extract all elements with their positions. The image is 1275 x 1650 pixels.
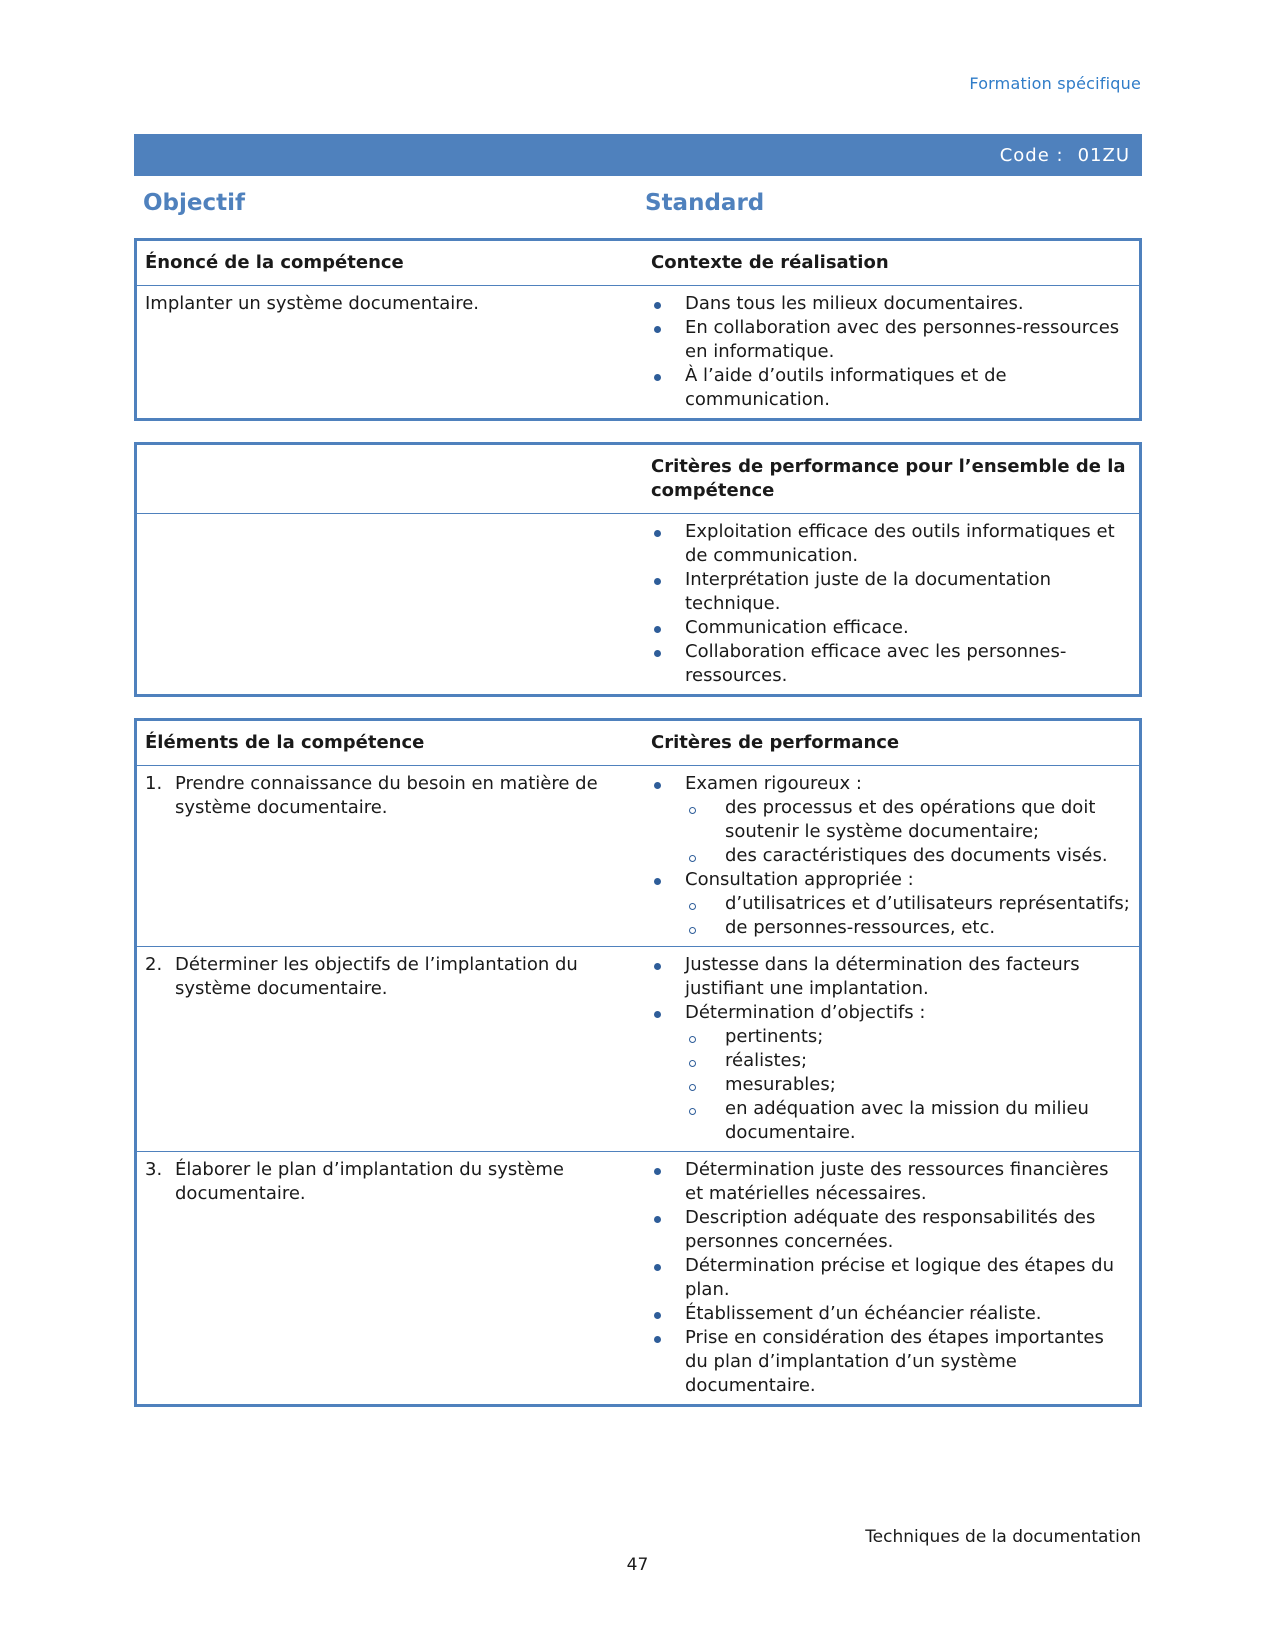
circle-bullet-icon: [689, 903, 696, 910]
sub-item: réalistes;: [685, 1049, 1131, 1073]
element-text: Prendre connaissance du besoin en matière de système documentaire.: [175, 773, 598, 818]
sub-item: pertinents;: [685, 1025, 1131, 1049]
bullet-icon: [654, 530, 661, 537]
section-label: Formation spécifique: [969, 74, 1141, 93]
list-item: En collaboration avec des personnes-ressources en informatique.: [651, 316, 1131, 364]
context-header: Contexte de réalisation: [643, 240, 1141, 286]
list-item: Exploitation efficace des outils informatiques et de communication.: [651, 520, 1131, 568]
bullet-icon: [654, 1264, 661, 1271]
program-name: Techniques de la documentation: [865, 1527, 1141, 1547]
list-item: Examen rigoureux : des processus et des opérations que doit soutenir le système documentaire; des caractéristiques des documents visés.: [651, 772, 1131, 868]
bullet-icon: [654, 782, 661, 789]
overall-criteria-table: [134, 442, 1142, 697]
list-item: À l’aide d’outils informatiques et de communication.: [651, 364, 1131, 412]
list-item: Prise en considération des étapes importantes du plan d’implantation d’un système documentaire.: [651, 1326, 1131, 1398]
bullet-icon: [654, 1336, 661, 1343]
context-list: [651, 292, 1131, 412]
bullet-icon: [654, 1168, 661, 1175]
objectif-title: Objectif: [143, 190, 246, 216]
empty-header-cell: [136, 444, 644, 514]
elements-table: [134, 718, 1142, 1407]
code-label: Code :: [999, 144, 1064, 166]
empty-cell: [136, 514, 644, 696]
list-item: Collaboration efficace avec les personnes-ressources.: [651, 640, 1131, 688]
performance-criteria-header: Critères de performance: [643, 720, 1141, 766]
list-item: Communication efficace.: [651, 616, 1131, 640]
list-item: Consultation appropriée : d’utilisatrices et d’utilisateurs représentatifs; de personnes-ressources, etc.: [651, 868, 1131, 940]
table-row: 1. Prendre connaissance du besoin en matière de système documentaire. Examen rigoureux : des processus et des opérations que doit soutenir le système documentaire; des caractéristiques des documents visés. Consultation appropriée : d’utilisatrices et d’utilisateurs représentatifs; de personnes-ressources, etc.: [145, 773, 1130, 938]
circle-bullet-icon: [689, 1060, 696, 1067]
sub-item: mesurables;: [685, 1073, 1131, 1097]
overall-criteria-header: Critères de performance pour l’ensemble de la compétence: [643, 444, 1141, 514]
bullet-icon: [654, 578, 661, 585]
bullet-icon: [654, 302, 661, 309]
sub-item: des caractéristiques des documents visés.: [685, 844, 1131, 868]
bullet-icon: [654, 878, 661, 885]
element-text: Déterminer les objectifs de l’implantation du système documentaire.: [175, 954, 578, 999]
list-item: Justesse dans la détermination des facteurs justifiant une implantation.: [651, 953, 1131, 1001]
bullet-icon: [654, 626, 661, 633]
sub-item: en adéquation avec la mission du milieu documentaire.: [685, 1097, 1131, 1145]
list-item: Détermination juste des ressources financières et matérielles nécessaires.: [651, 1158, 1131, 1206]
list-item: Interprétation juste de la documentation technique.: [651, 568, 1131, 616]
sub-item: de personnes-ressources, etc.: [685, 916, 1131, 940]
list-item: Dans tous les milieux documentaires.: [651, 292, 1131, 316]
bullet-icon: [654, 963, 661, 970]
circle-bullet-icon: [689, 807, 696, 814]
list-item: Établissement d’un échéancier réaliste.: [651, 1302, 1131, 1326]
table-row: 2. Déterminer les objectifs de l’implantation du système documentaire. Justesse dans la détermination des facteurs justifiant une implantation. Détermination d’objectifs : pertinents; réalistes; mesurables; en adéquation avec la mission du milieu documentaire.: [136, 947, 1141, 1152]
bullet-icon: [654, 326, 661, 333]
competence-statement: Implanter un système documentaire.: [145, 293, 480, 314]
list-item: Détermination d’objectifs : pertinents; réalistes; mesurables; en adéquation avec la mission du milieu documentaire.: [651, 1001, 1131, 1145]
code-bar: [134, 134, 1142, 176]
bullet-icon: [654, 650, 661, 657]
statement-header: Énoncé de la compétence: [136, 240, 644, 286]
circle-bullet-icon: [689, 927, 696, 934]
circle-bullet-icon: [689, 1036, 696, 1043]
list-item: Détermination précise et logique des étapes du plan.: [651, 1254, 1131, 1302]
code-value: 01ZU: [1077, 144, 1130, 166]
page-number: 47: [626, 1555, 649, 1575]
sub-item: des processus et des opérations que doit soutenir le système documentaire;: [685, 796, 1131, 844]
bullet-icon: [654, 1011, 661, 1018]
competence-statement-table: [134, 238, 1142, 421]
bullet-icon: [654, 1216, 661, 1223]
bullet-icon: [654, 374, 661, 381]
overall-criteria-list: [651, 520, 1131, 688]
elements-header: Éléments de la compétence: [136, 720, 644, 766]
sub-item: d’utilisatrices et d’utilisateurs représentatifs;: [685, 892, 1131, 916]
standard-title: Standard: [645, 190, 765, 216]
element-text: Élaborer le plan d’implantation du système documentaire.: [175, 1159, 564, 1204]
circle-bullet-icon: [689, 1108, 696, 1115]
circle-bullet-icon: [689, 855, 696, 862]
list-item: Description adéquate des responsabilités des personnes concernées.: [651, 1206, 1131, 1254]
circle-bullet-icon: [689, 1084, 696, 1091]
bullet-icon: [654, 1312, 661, 1319]
table-row: 3. Élaborer le plan d’implantation du système documentaire. Détermination juste des ressources financières et matérielles nécessaires. Description adéquate des responsabilités des personnes concernées. Détermination précise et logique des étapes du plan. Établissement d’un échéancier réaliste. Prise en considération des étapes importantes du plan d’implantation d’un système documentaire.: [136, 1152, 1141, 1406]
